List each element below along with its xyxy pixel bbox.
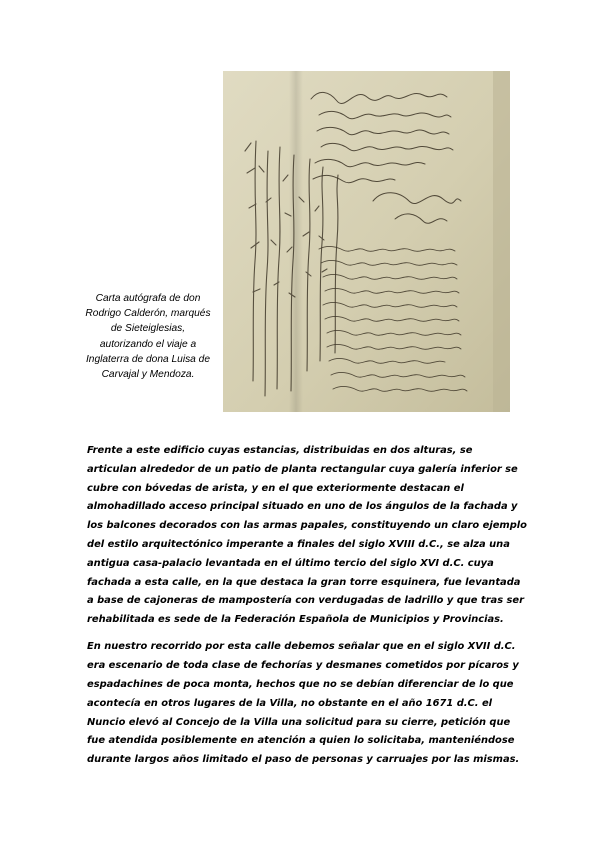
paper-edge <box>493 71 510 412</box>
caption-line: Carta autógrafa de don <box>95 293 201 304</box>
text-line: fachada a esta calle, en la que destaca la gran torre esquinera, fue levantada <box>87 576 521 588</box>
text-line: antigua casa-palacio levantada en el último tercio del siglo XVI d.C. cuya <box>87 557 494 569</box>
text-line: rehabilitada es sede de la Federación Española de Municipios y Provincias. <box>87 614 504 626</box>
text-line: fue atendida posiblemente en atención a quien lo solicitaba, manteniéndose <box>87 735 515 747</box>
body-text <box>87 442 527 770</box>
text-line: los balcones decorados con las armas papales, constituyendo un claro ejemplo <box>87 520 527 532</box>
text-line: Frente a este edificio cuyas estancias, distribuidas en dos alturas, se <box>87 445 473 456</box>
text-line: cubre con bóvedas de arista, y en el que exteriormente destacan el <box>87 482 464 494</box>
caption-line: de Sieteiglesias, <box>110 323 186 335</box>
caption-line: autorizando el viaje a <box>99 338 197 350</box>
manuscript-letter-photo <box>223 71 510 412</box>
manuscript-image <box>223 71 510 412</box>
text-line: del estilo arquitectónico imperante a finales del siglo XVIII d.C., se alza una <box>87 538 510 550</box>
text-line: a base de cajoneras de mampostería con verdugadas de ladrillo y que tras ser <box>87 595 524 607</box>
text-line: durante largos años limitado el paso de personas y carruajes por las mismas. <box>87 754 520 766</box>
image-caption <box>82 291 214 382</box>
caption-line: Rodrigo Calderón, marqués <box>85 308 211 320</box>
caption-line: Carvajal y Mendoza. <box>101 369 195 381</box>
paper-background <box>223 71 510 412</box>
text-line: acontecía en otros lugares de la Villa, no obstante en el año 1671 d.C. el <box>87 697 493 709</box>
paragraph-1 <box>87 442 527 630</box>
text-line: almohadillado acceso principal situado en uno de los ángulos de la fachada y <box>87 501 518 513</box>
caption-line: Inglaterra de dona Luisa de <box>85 353 211 365</box>
text-line: era escenario de toda clase de fechorías y desmanes cometidos por pícaros y <box>87 660 519 672</box>
text-line: Nuncio elevó al Concejo de la Villa una solicitud para su cierre, petición que <box>87 716 511 728</box>
paragraph-2 <box>87 638 527 770</box>
text-line: articulan alrededor de un patio de planta rectangular cuya galería inferior se <box>87 463 518 475</box>
text-line: En nuestro recorrido por esta calle debemos señalar que en el siglo XVII d.C. <box>87 641 516 653</box>
text-line: espadachines de poca monta, hechos que no se debían diferenciar de lo que <box>87 678 514 690</box>
